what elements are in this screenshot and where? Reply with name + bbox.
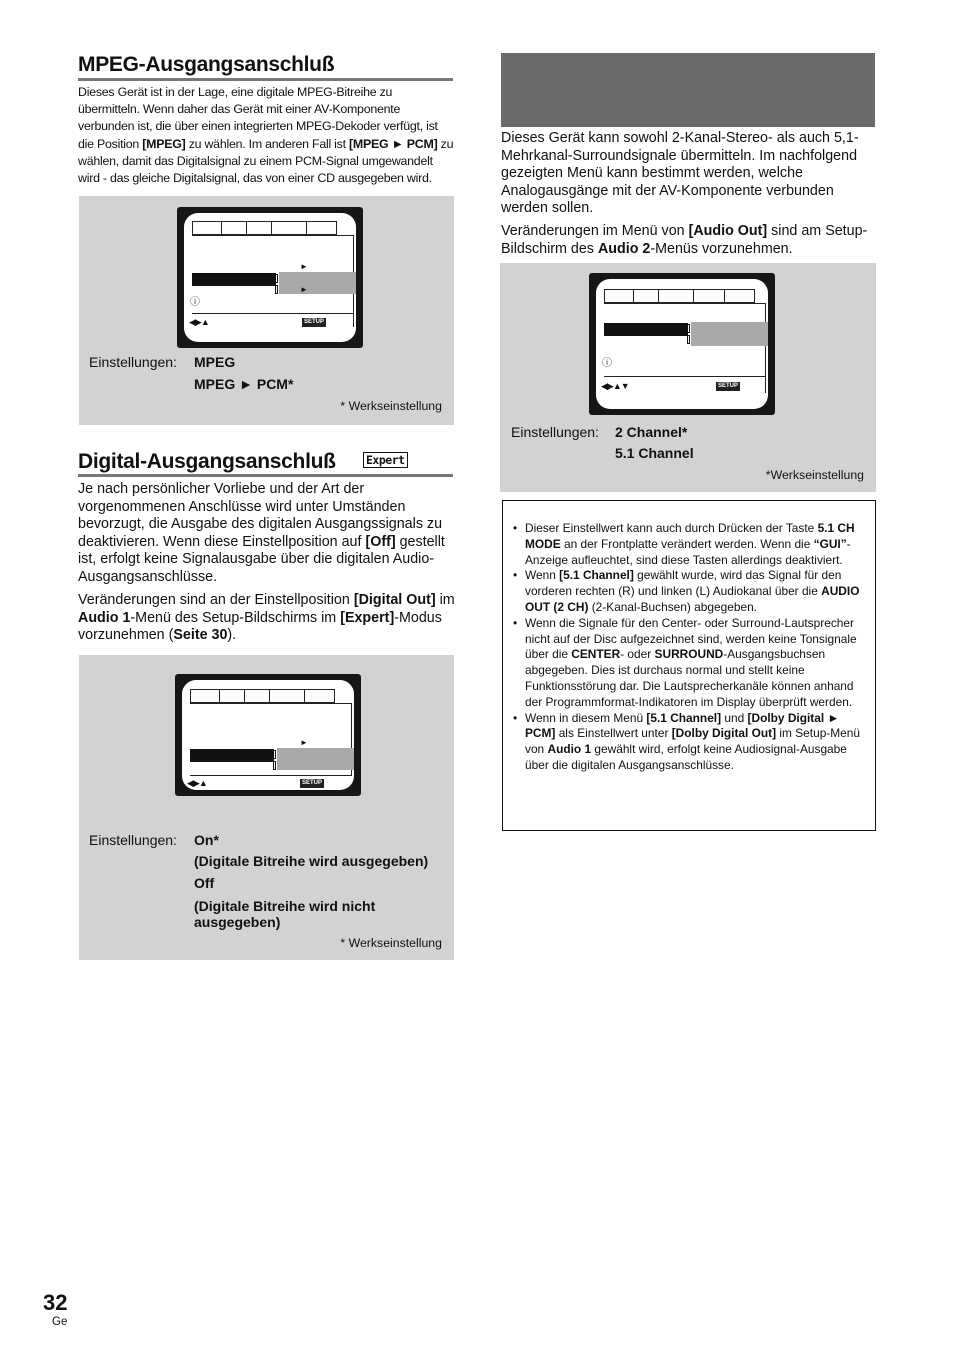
notes-list [513, 521, 867, 774]
tv-selected-row [604, 323, 688, 336]
mpeg-body: Dieses Gerät ist in der Lage, eine digitale MPEG-Bitreihe zu übermitteln. Wenn daher das Gerät mit einer AV-Komponente verbunden ist, die über einen integrierten MPEG-Dekoder verfügt, ist die Position [MPEG] zu wählen. Im anderen Fall ist [MPEG ► PCM] zu wählen, damit das Digitalsignal zu einem PCM-Signal umgewandelt wird - das gleiche Digitalsignal, das von einer CD ausgegeben wird. [78, 85, 454, 186]
digital-heading: Digital-Ausgangsanschluß [78, 450, 336, 473]
note-item: • Dieser Einstellwert kann auch durch Drücken der Taste 5.1 CH MODE an der Frontplatte verändert werden. Wenn die “GUI”-Anzeige aufleuchtet, sind diese Tasten allerdings deaktiviert. [513, 521, 867, 568]
note-item: • Wenn die Signale für den Center- oder Surround-Lautsprecher nicht auf der Disc aufgezeichnet sind, werden keine Tonsignale über die CENTER- oder SURROUND-Ausgangsbuchsen abgegeben. Dies ist durchaus normal und stellt keine Funktionsstörung dar. Die Lautsprecherkanäle können anhand der Programmformat-Indikatoren im Display überprüft werden. [513, 616, 867, 711]
notes-box [502, 500, 876, 831]
arrow-keys-icon: ◀▶▲ [187, 778, 207, 788]
tv-arrow-icon: ► [300, 285, 308, 294]
mpeg-settings-label: Einstellungen: [89, 354, 177, 370]
digital-tv-screen [175, 674, 361, 796]
section-banner [501, 53, 875, 127]
digital-heading-rule [78, 474, 453, 477]
arrow-keys-icon: ◀▶▲▼ [601, 381, 629, 391]
page-language: Ge [52, 1316, 68, 1328]
setup-icon: SETUP [718, 383, 739, 389]
digital-option-off: Off [194, 875, 215, 891]
digital-settings-label: Einstellungen: [89, 832, 177, 848]
mpeg-tv-screen [177, 207, 363, 348]
digital-option-off-desc: (Digitale Bitreihe wird nicht ausgegeben) [194, 898, 376, 930]
expert-badge: Expert [363, 452, 408, 468]
digital-body-2: Veränderungen sind an der Einstellposition [Digital Out] im Audio 1-Menü des Setup-Bildschirms im [Expert]-Modus vorzunehmen (Seite 30). [78, 592, 455, 644]
tv-options-box [277, 748, 354, 770]
mpeg-option-2: MPEG ► PCM* [194, 376, 294, 392]
setup-icon: SETUP [304, 319, 325, 325]
mpeg-heading-rule [78, 78, 453, 81]
audio-out-body-2: Veränderungen im Menü von [Audio Out] sind am Setup-Bildschirm des Audio 2-Menüs vorzunehmen. [501, 223, 868, 257]
tv-options-box [691, 322, 768, 346]
audio-out-footnote: *Werkseinstellung [765, 468, 864, 482]
tv-arrow-icon: ► [300, 262, 308, 271]
audio-out-option-2: 5.1 Channel [615, 445, 694, 461]
mpeg-settings-panel [79, 196, 454, 425]
digital-footnote: * Werkseinstellung [340, 936, 442, 950]
audio-out-settings-panel [500, 263, 876, 492]
audio-out-settings-label: Einstellungen: [511, 424, 599, 440]
audio-out-body-1: Dieses Gerät kann sowohl 2-Kanal-Stereo- als auch 5,1-Mehrkanal-Surroundsignale übermitteln. Im nachfolgend gezeigten Menü kann bestimmt werden, welche Analogausgänge mit der AV-Komponente verbunden werden sollen. [501, 130, 859, 217]
tv-selected-row [192, 273, 276, 286]
tv-selected-row [190, 749, 274, 762]
note-item: • Wenn in diesem Menü [5.1 Channel] und [Dolby Digital ► PCM] als Einstellwert unter [Dolby Digital Out] im Setup-Menü von Audio 1 gewählt wird, erfolgt keine Audiosignal-Ausgabe über die digitalen Ausgangsanschlüsse. [513, 711, 867, 774]
tv-arrow-icon: ► [300, 738, 308, 747]
arrow-keys-icon: ◀▶▲ [189, 317, 209, 327]
mpeg-heading: MPEG-Ausgangsanschluß [78, 53, 335, 76]
info-circle-icon: ⓘ [602, 358, 612, 369]
note-item: • Wenn [5.1 Channel] gewählt wurde, wird das Signal für den vorderen rechten (R) und linken (L) Audiokanal über die AUDIO OUT (2 CH) (2-Kanal-Buchsen) abgegeben. [513, 568, 867, 615]
page-number: 32 [43, 1290, 68, 1315]
digital-settings-panel [79, 655, 454, 960]
info-circle-icon: ⓘ [190, 297, 200, 308]
tv-options-box [279, 272, 356, 294]
digital-option-on-desc: (Digitale Bitreihe wird ausgegeben) [194, 853, 429, 869]
audio-out-option-1: 2 Channel* [615, 424, 688, 440]
audio-out-tv-screen [589, 273, 775, 415]
setup-icon: SETUP [302, 780, 323, 786]
mpeg-footnote: * Werkseinstellung [340, 399, 442, 413]
digital-option-on: On* [194, 832, 219, 848]
mpeg-option-1: MPEG [194, 354, 236, 370]
digital-body-1: Je nach persönlicher Vorliebe und der Art der vorgenommenen Anschlüsse wird unter Umständen bevorzugt, die Ausgabe des digitalen Ausgangssignals zu deaktivieren. Wenn diese Einstellposition auf [Off] gestellt ist, erfolgt keine Signalausgabe über die digitalen Audio-Ausgangsanschlüsse. [78, 481, 445, 585]
